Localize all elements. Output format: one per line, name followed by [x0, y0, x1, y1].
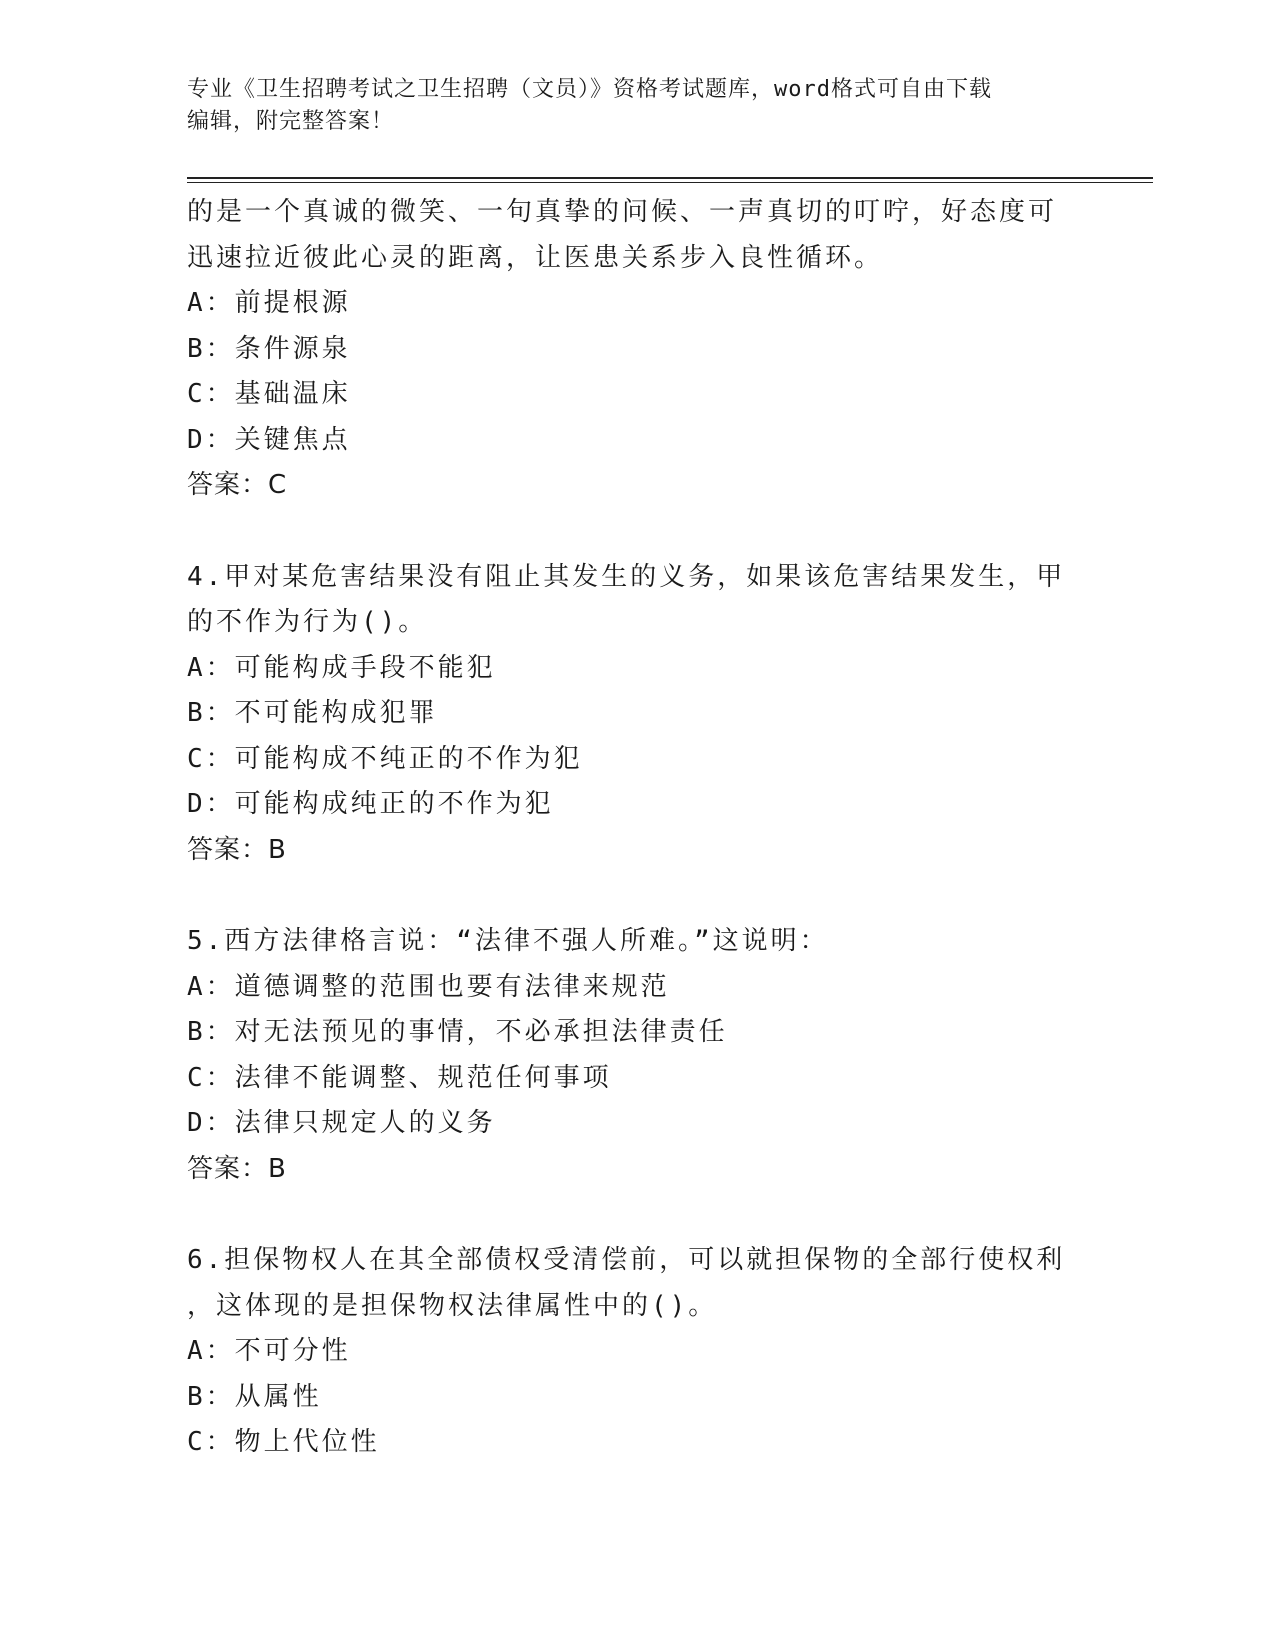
answer: 答案：B: [187, 1153, 287, 1184]
option-c: C：可能构成不纯正的不作为犯: [187, 743, 583, 774]
question-5: [187, 919, 1087, 1192]
question-text-line: 的是一个真诚的微笑、一句真挚的问候、一声真切的叮咛，好态度可: [187, 197, 1058, 227]
question-4: [187, 555, 1087, 874]
header-line-2: 编辑，附完整答案！: [187, 109, 395, 134]
option-d: D：关键焦点: [187, 424, 351, 455]
question-6: [187, 1238, 1087, 1466]
option-a: A：前提根源: [187, 288, 351, 318]
option-d: D：法律只规定人的义务: [187, 1108, 496, 1138]
option-a: A：道德调整的范围也要有法律来规范: [187, 971, 670, 1002]
option-b: B：条件源泉: [187, 333, 351, 364]
header-divider-thick: [187, 177, 1153, 179]
option-b: B：对无法预见的事情，不必承担法律责任: [187, 1017, 728, 1047]
option-b: B：不可能构成犯罪: [187, 698, 438, 728]
option-a: A：不可分性: [187, 1336, 351, 1366]
option-c: C：法律不能调整、规范任何事项: [187, 1062, 612, 1093]
answer: 答案：B: [187, 834, 287, 865]
header-divider-thin: [187, 182, 1153, 183]
question-text-line: ，这体现的是担保物权法律属性中的()。: [187, 1290, 718, 1321]
question-text-line: 5.西方法律格言说：“法律不强人所难。”这说明：: [187, 926, 829, 956]
question-text-line: 迅速拉近彼此心灵的距离，让医患关系步入良性循环。: [187, 242, 884, 273]
option-a: A：可能构成手段不能犯: [187, 652, 496, 683]
document-header: [187, 74, 1067, 138]
question-text-line: 的不作为行为()。: [187, 607, 428, 637]
option-d: D：可能构成纯正的不作为犯: [187, 789, 554, 819]
option-b: B：从属性: [187, 1381, 322, 1412]
question-text-line: 6.担保物权人在其全部债权受清偿前，可以就担保物的全部行使权利: [187, 1245, 1066, 1275]
header-line-1: 专业《卫生招聘考试之卫生招聘（文员）》资格考试题库，word格式可自由下载: [187, 77, 992, 102]
answer: 答案：C: [187, 470, 288, 500]
option-c: C：物上代位性: [187, 1427, 380, 1457]
question-text-line: 4.甲对某危害结果没有阻止其发生的义务，如果该危害结果发生，甲: [187, 561, 1066, 592]
question-3-continuation: [187, 190, 1087, 509]
option-c: C：基础温床: [187, 379, 351, 409]
question-content: [187, 190, 1087, 1466]
